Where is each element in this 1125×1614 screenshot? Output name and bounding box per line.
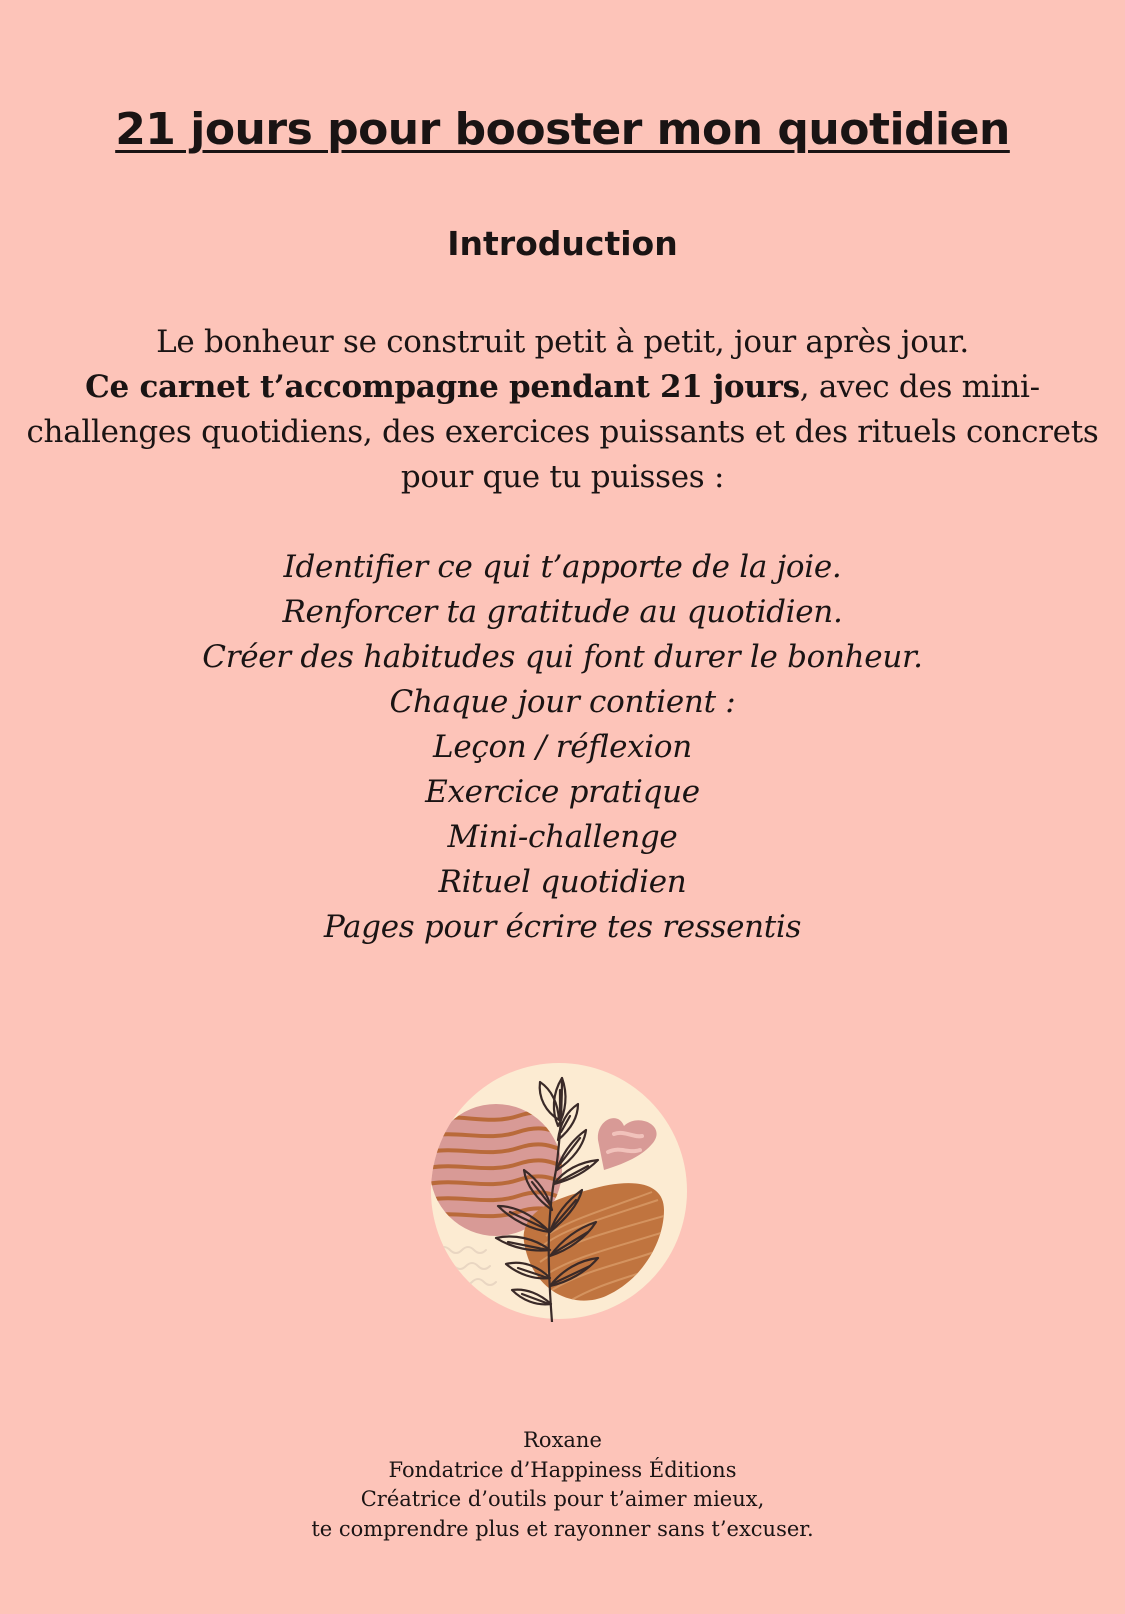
author-name: Roxane (523, 1428, 602, 1452)
list-item: Leçon / réflexion (433, 729, 692, 765)
list-item: Exercice pratique (425, 774, 700, 810)
list-item: Mini-challenge (447, 819, 678, 855)
intro-paragraph (20, 320, 1105, 500)
list-item: Identifier ce qui t’apporte de la joie. (283, 549, 842, 585)
intro-bold-lead: Ce carnet t’accompagne pendant 21 jours (85, 369, 800, 405)
list-item: Pages pour écrire tes ressentis (323, 909, 802, 945)
goals-list (0, 545, 1125, 950)
author-role: Fondatrice d’Happiness Éditions (388, 1457, 737, 1482)
page-title: 21 jours pour booster mon quotidien (115, 104, 1010, 155)
list-item: Rituel quotidien (438, 864, 687, 900)
list-item: Renforcer ta gratitude au quotidien. (282, 594, 843, 630)
intro-line-1: Le bonheur se construit petit à petit, jour après jour. (156, 324, 969, 360)
botanical-circle-illustration-icon (428, 1060, 690, 1322)
author-tagline-1: Créatrice d’outils pour t’aimer mieux, (360, 1487, 765, 1511)
list-item: Chaque jour contient : (389, 684, 736, 720)
intro-rest: , avec des mini-challenges quotidiens, des exercices puissants et des rituels concrets pour que tu puisses : (26, 369, 1099, 495)
list-item: Créer des habitudes qui font durer le bonheur. (202, 639, 923, 675)
section-heading: Introduction (447, 224, 678, 263)
author-signature (0, 1426, 1125, 1544)
author-tagline-2: te comprendre plus et rayonner sans t’excuser. (311, 1516, 814, 1541)
